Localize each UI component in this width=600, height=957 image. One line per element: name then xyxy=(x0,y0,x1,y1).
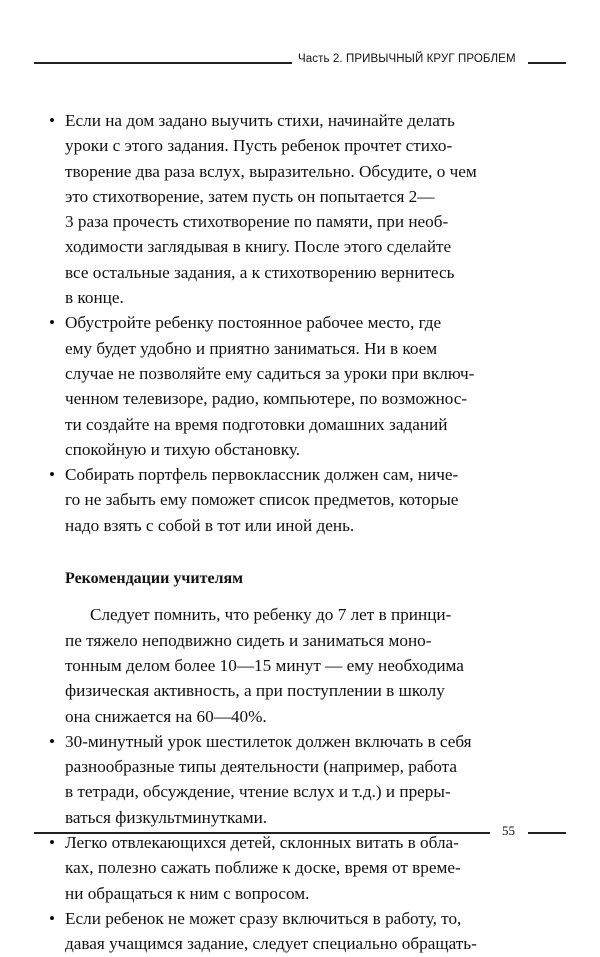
text-line: Обустройте ребенку постоянное рабочее место, где xyxy=(65,313,442,333)
text-line: разнообразные типы деятельности (например, работа xyxy=(65,757,457,777)
header-rule-left xyxy=(34,62,292,64)
footer-rule-left xyxy=(34,832,490,834)
text-line: она снижается на 60—40%. xyxy=(65,706,267,726)
text-line: надо взять с собой в тот или иной день. xyxy=(65,515,355,535)
text-line: тонным делом более 10—15 минут — ему необходима xyxy=(65,655,464,675)
text-line: Следует помнить, что ребенку до 7 лет в принци- xyxy=(90,605,452,625)
bullet-item xyxy=(49,906,519,957)
text-line: в тетради, обсуждение, чтение вслух и т.д.) и преры- xyxy=(65,782,451,802)
text-line: ках, полезно сажать поближе к доске, время от време- xyxy=(65,858,461,878)
running-header xyxy=(0,52,600,72)
bullet-item xyxy=(49,108,519,310)
text-line: ченном телевизоре, радио, компьютере, по возможнос- xyxy=(65,389,468,409)
bullet-item xyxy=(49,729,519,830)
text-line: это стихотворение, затем пусть он попытается 2— xyxy=(65,186,435,206)
section-heading: Рекомендации учителям xyxy=(65,570,244,588)
bullet-marker: • xyxy=(49,465,56,485)
bullet-item xyxy=(49,310,519,462)
footer-rule-right xyxy=(528,832,566,834)
text-line: 3 раза прочесть стихотворение по памяти, при необ- xyxy=(65,212,449,232)
text-line: ти создайте на время подготовки домашних заданий xyxy=(65,414,448,434)
bullet-item xyxy=(49,462,519,538)
text-line: Если на дом задано выучить стихи, начинайте делать xyxy=(65,111,455,130)
text-line: Если ребенок не может сразу включиться в работу, то, xyxy=(65,908,462,928)
text-line: 30-минутный урок шестилеток должен включать в себя xyxy=(65,731,472,751)
bullet-marker: • xyxy=(49,833,56,853)
bullet-marker: • xyxy=(49,908,56,928)
text-line: Легко отвлекающихся детей, склонных витать в обла- xyxy=(65,833,459,853)
bullet-marker: • xyxy=(49,111,56,130)
header-title: Часть 2. ПРИВЫЧНЫЙ КРУГ ПРОБЛЕМ xyxy=(298,53,516,65)
text-line: ходимости заглядывая в книгу. После этого сделайте xyxy=(65,237,452,257)
text-line: ни обращаться к ним с вопросом. xyxy=(65,883,310,903)
intro-paragraph xyxy=(49,602,519,728)
text-line: пе тяжело неподвижно сидеть и заниматься моно- xyxy=(65,630,432,650)
header-rule-right xyxy=(528,62,566,64)
page-number: 55 xyxy=(502,823,515,838)
text-line: физическая активность, а при поступлении в школу xyxy=(65,681,445,701)
bullet-marker: • xyxy=(49,313,56,333)
text-line: уроки с этого задания. Пусть ребенок прочтет стихо- xyxy=(65,136,453,156)
bullet-marker: • xyxy=(49,731,56,751)
text-line: случае не позволяйте ему садиться за уроки при включ- xyxy=(65,363,475,383)
text-line: Собирать портфель первоклассник должен сам, ниче- xyxy=(65,465,459,485)
page-footer xyxy=(0,822,600,842)
text-line: спокойную и тихую обстановку. xyxy=(65,439,300,459)
text-line: все остальные задания, а к стихотворению вернитесь xyxy=(65,262,455,282)
text-line: в конце. xyxy=(65,288,124,308)
text-line: го не забыть ему поможет список предметов, которые xyxy=(65,490,459,510)
text-line: ему будет удобно и приятно заниматься. Ни в коем xyxy=(65,338,438,358)
text-line: давая учащимся задание, следует специально обращать- xyxy=(65,934,477,954)
text-line: творение два раза вслух, выразительно. Обсудите, о чем xyxy=(65,161,477,181)
text-line: ваться физкультминутками. xyxy=(65,807,268,827)
